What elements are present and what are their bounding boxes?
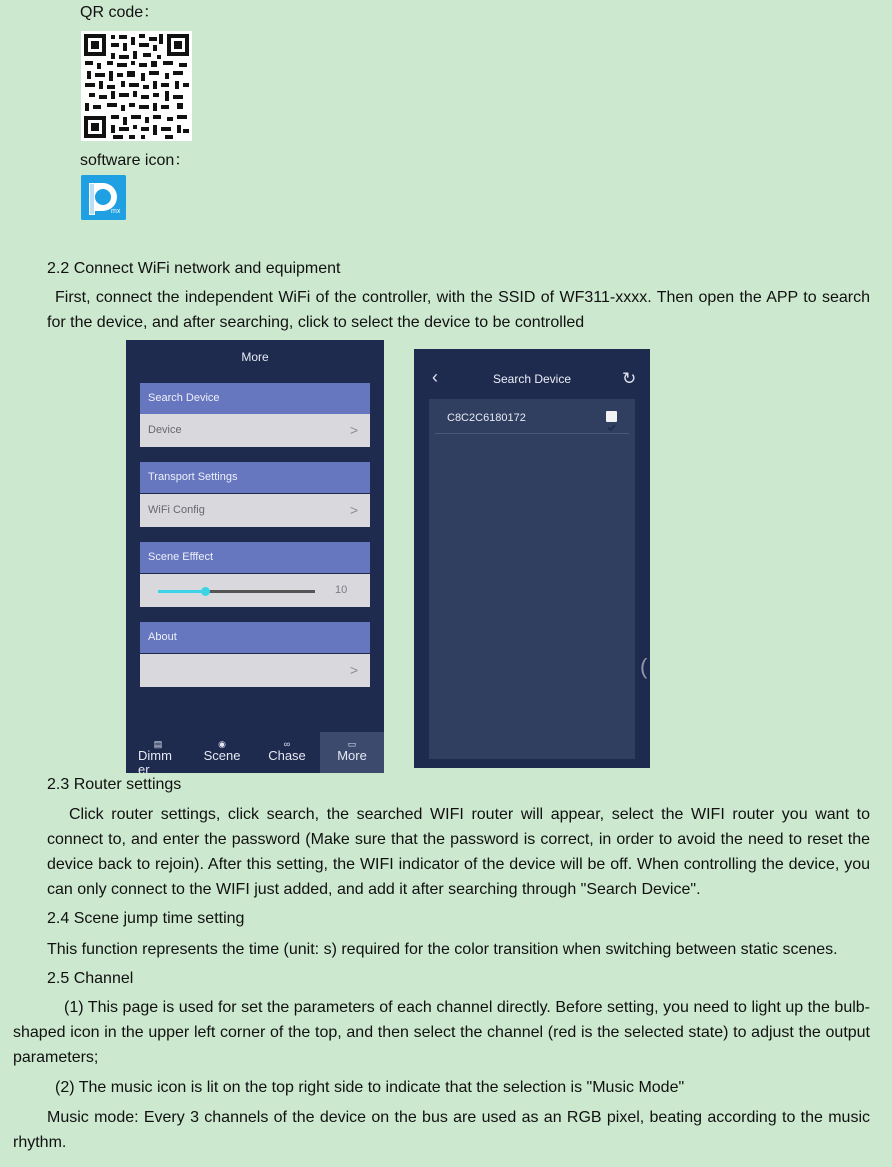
- slider-handle[interactable]: [201, 587, 210, 596]
- app-screenshot-more: [126, 340, 384, 773]
- nav-scene[interactable]: [190, 732, 254, 773]
- device-row[interactable]: [140, 414, 370, 447]
- dimmer-icon: ▤: [153, 739, 163, 749]
- chevron-right-icon: >: [349, 662, 358, 678]
- app-screenshot-search-device: [414, 349, 650, 768]
- section-2-3-body: Click router settings, click search, the searched WIFI router will appear, select the WIFI router you want to connect to, and enter the password (Make sure that the password is correct, in order to avoid the need to reset the device back to rejoin). After this setting, the WIFI indicator of the device will be off. When controlling the device, you can only connect to the WIFI just added, and add it after searching through "Search Device".: [47, 806, 870, 898]
- screen-title: More: [241, 350, 269, 364]
- slider-fill: [158, 590, 205, 593]
- svg-text:mx: mx: [111, 208, 121, 215]
- section-2-2-heading: 2.2 Connect WiFi network and equipment: [47, 260, 341, 277]
- qr-code-image: [81, 31, 192, 141]
- back-chevron-icon[interactable]: ‹: [432, 367, 438, 387]
- about-header[interactable]: About: [140, 622, 370, 653]
- device-row-label: Device: [148, 424, 182, 436]
- qr-code-label: QR code：: [80, 4, 160, 21]
- chase-icon: ∞: [283, 739, 291, 749]
- section-2-5-heading: 2.5 Channel: [47, 970, 134, 987]
- scene-effect-header: Scene Efffect: [140, 542, 370, 573]
- wifi-config-row-label: WiFi Config: [148, 504, 205, 516]
- section-2-2-body: First, connect the independent WiFi of the controller, with the SSID of WF311-xxxx. Then open the APP to search for the device, and after searching, click to select the device to be controlled: [47, 289, 870, 331]
- scene-effect-slider-row: [140, 574, 370, 607]
- nav-chase-label: Chase: [268, 748, 306, 763]
- wifi-config-row[interactable]: [140, 494, 370, 527]
- slider-track[interactable]: [158, 590, 315, 593]
- scroll-handle-icon: (: [640, 654, 648, 679]
- chevron-right-icon: >: [349, 502, 358, 518]
- scene-icon: ◉: [218, 739, 226, 749]
- section-2-5-paragraph-2: (2) The music icon is lit on the top right side to indicate that the selection is "Music Mode": [55, 1079, 685, 1096]
- chevron-right-icon: >: [349, 422, 358, 438]
- section-2-3-heading: 2.3 Router settings: [47, 776, 182, 793]
- transport-settings-header[interactable]: Transport Settings: [140, 462, 370, 493]
- nav-dimmer[interactable]: [126, 732, 190, 773]
- device-list-item[interactable]: [435, 399, 629, 434]
- section-2-5-paragraph-1: (1) This page is used for set the parameters of each channel directly. Before setting, you need to light up the bulb-shaped icon in the upper left corner of the top, and then select the channel (red is the selected state) to adjust the output parameters;: [13, 999, 870, 1066]
- section-2-4-body: This function represents the time (unit: s) required for the color transition when switching between static scenes.: [47, 941, 838, 958]
- dmx-app-icon: [81, 175, 126, 220]
- nav-more-label: More: [337, 748, 367, 763]
- device-id: C8C2C6180172: [447, 412, 526, 424]
- more-icon: ▭: [347, 739, 357, 749]
- nav-chase[interactable]: [255, 732, 319, 773]
- nav-scene-label: Scene: [203, 748, 241, 763]
- refresh-icon[interactable]: ↻: [622, 369, 637, 388]
- about-row[interactable]: [140, 654, 370, 687]
- bottom-nav: [126, 732, 384, 773]
- screen-title: Search Device: [492, 372, 572, 386]
- device-list: [429, 399, 635, 759]
- software-icon-label: software icon：: [80, 152, 191, 169]
- checkbox-checked-icon[interactable]: [606, 411, 617, 422]
- nav-more[interactable]: [320, 732, 384, 773]
- nav-dimmer-label: Dimmer: [138, 748, 172, 773]
- slider-value: 10: [335, 584, 348, 596]
- section-2-4-heading: 2.4 Scene jump time setting: [47, 910, 245, 927]
- section-2-5-paragraph-3: Music mode: Every 3 channels of the device on the bus are used as an RGB pixel, beating according to the music rhythm.: [13, 1109, 870, 1151]
- search-device-header[interactable]: Search Device: [140, 383, 370, 414]
